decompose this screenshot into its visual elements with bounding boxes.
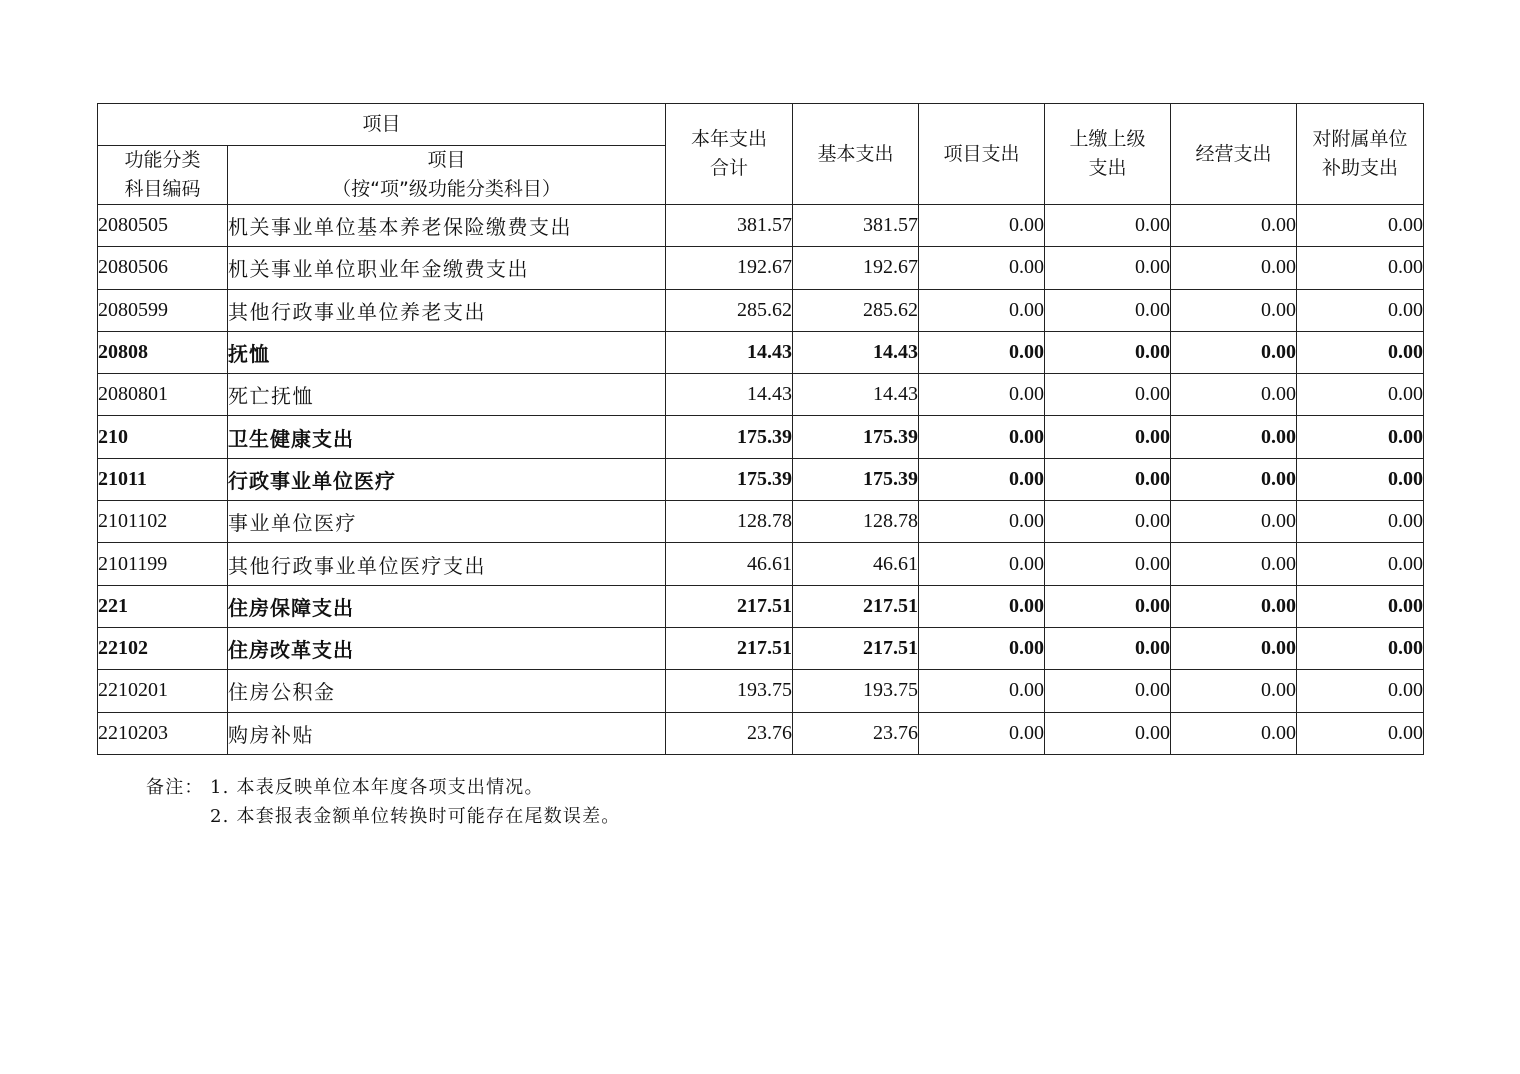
- cell-project: 0.00: [919, 458, 1045, 500]
- cell-code: 210: [98, 416, 228, 458]
- cell-business: 0.00: [1171, 205, 1297, 247]
- cell-code: 2101199: [98, 543, 228, 585]
- cell-total: 192.67: [666, 247, 793, 289]
- cell-project: 0.00: [919, 712, 1045, 754]
- cell-business: 0.00: [1171, 670, 1297, 712]
- cell-subsidy: 0.00: [1297, 289, 1424, 331]
- cell-name: 机关事业单位职业年金缴费支出: [228, 247, 666, 289]
- cell-basic: 175.39: [793, 416, 919, 458]
- cell-upper: 0.00: [1045, 670, 1171, 712]
- cell-upper: 0.00: [1045, 712, 1171, 754]
- cell-project: 0.00: [919, 627, 1045, 669]
- table-row: [98, 374, 1424, 416]
- cell-upper: 0.00: [1045, 585, 1171, 627]
- cell-upper: 0.00: [1045, 543, 1171, 585]
- table-row: [98, 205, 1424, 247]
- table-row: [98, 458, 1424, 500]
- notes: [146, 773, 621, 831]
- cell-upper: 0.00: [1045, 205, 1171, 247]
- cell-total: 14.43: [666, 331, 793, 373]
- cell-subsidy: 0.00: [1297, 205, 1424, 247]
- expenditure-table: [97, 103, 1424, 755]
- cell-code: 21011: [98, 458, 228, 500]
- cell-project: 0.00: [919, 289, 1045, 331]
- table-row: [98, 416, 1424, 458]
- cell-business: 0.00: [1171, 712, 1297, 754]
- notes-label: 备注：: [146, 777, 204, 798]
- cell-subsidy: 0.00: [1297, 331, 1424, 373]
- cell-basic: 14.43: [793, 374, 919, 416]
- cell-code: 2210203: [98, 712, 228, 754]
- table-header: [98, 104, 1424, 205]
- cell-basic: 14.43: [793, 331, 919, 373]
- cell-name: 住房公积金: [228, 670, 666, 712]
- note-row: [146, 802, 621, 831]
- cell-total: 175.39: [666, 416, 793, 458]
- cell-basic: 46.61: [793, 543, 919, 585]
- cell-subsidy: 0.00: [1297, 247, 1424, 289]
- cell-project: 0.00: [919, 331, 1045, 373]
- cell-business: 0.00: [1171, 247, 1297, 289]
- cell-total: 14.43: [666, 374, 793, 416]
- cell-name: 其他行政事业单位养老支出: [228, 289, 666, 331]
- cell-upper: 0.00: [1045, 289, 1171, 331]
- cell-name: 行政事业单位医疗: [228, 458, 666, 500]
- cell-total: 285.62: [666, 289, 793, 331]
- cell-project: 0.00: [919, 501, 1045, 543]
- cell-business: 0.00: [1171, 331, 1297, 373]
- cell-business: 0.00: [1171, 374, 1297, 416]
- table-row: [98, 712, 1424, 754]
- cell-business: 0.00: [1171, 458, 1297, 500]
- cell-upper: 0.00: [1045, 331, 1171, 373]
- header-project: 项目支出: [919, 104, 1045, 205]
- header-basic: 基本支出: [793, 104, 919, 205]
- cell-project: 0.00: [919, 543, 1045, 585]
- cell-project: 0.00: [919, 416, 1045, 458]
- cell-basic: 381.57: [793, 205, 919, 247]
- cell-total: 217.51: [666, 585, 793, 627]
- cell-basic: 128.78: [793, 501, 919, 543]
- cell-subsidy: 0.00: [1297, 374, 1424, 416]
- cell-project: 0.00: [919, 670, 1045, 712]
- cell-upper: 0.00: [1045, 416, 1171, 458]
- note-item: 1. 本表反映单位本年度各项支出情况。: [210, 777, 544, 798]
- header-name: 项目 （按“项”级功能分类科目）: [228, 146, 666, 205]
- cell-total: 128.78: [666, 501, 793, 543]
- cell-subsidy: 0.00: [1297, 501, 1424, 543]
- cell-code: 22102: [98, 627, 228, 669]
- cell-business: 0.00: [1171, 543, 1297, 585]
- header-upper: 上缴上级 支出: [1045, 104, 1171, 205]
- header-item-group: 项目: [98, 104, 666, 146]
- cell-upper: 0.00: [1045, 247, 1171, 289]
- cell-upper: 0.00: [1045, 501, 1171, 543]
- table-row: [98, 289, 1424, 331]
- cell-subsidy: 0.00: [1297, 543, 1424, 585]
- cell-subsidy: 0.00: [1297, 670, 1424, 712]
- cell-name: 购房补贴: [228, 712, 666, 754]
- table-body: [98, 205, 1424, 755]
- cell-business: 0.00: [1171, 289, 1297, 331]
- cell-project: 0.00: [919, 585, 1045, 627]
- header-total: 本年支出 合计: [666, 104, 793, 205]
- note-row: [146, 773, 621, 802]
- cell-business: 0.00: [1171, 416, 1297, 458]
- cell-name: 事业单位医疗: [228, 501, 666, 543]
- cell-name: 住房保障支出: [228, 585, 666, 627]
- cell-subsidy: 0.00: [1297, 458, 1424, 500]
- cell-code: 2101102: [98, 501, 228, 543]
- cell-total: 217.51: [666, 627, 793, 669]
- cell-code: 2080599: [98, 289, 228, 331]
- cell-basic: 192.67: [793, 247, 919, 289]
- cell-code: 2210201: [98, 670, 228, 712]
- cell-name: 其他行政事业单位医疗支出: [228, 543, 666, 585]
- table-row: [98, 627, 1424, 669]
- cell-basic: 193.75: [793, 670, 919, 712]
- cell-total: 46.61: [666, 543, 793, 585]
- cell-code: 2080506: [98, 247, 228, 289]
- cell-business: 0.00: [1171, 585, 1297, 627]
- cell-total: 193.75: [666, 670, 793, 712]
- cell-upper: 0.00: [1045, 458, 1171, 500]
- cell-basic: 285.62: [793, 289, 919, 331]
- cell-code: 2080505: [98, 205, 228, 247]
- cell-basic: 175.39: [793, 458, 919, 500]
- cell-upper: 0.00: [1045, 374, 1171, 416]
- cell-subsidy: 0.00: [1297, 712, 1424, 754]
- cell-code: 20808: [98, 331, 228, 373]
- table-row: [98, 670, 1424, 712]
- cell-project: 0.00: [919, 205, 1045, 247]
- header-business: 经营支出: [1171, 104, 1297, 205]
- cell-basic: 217.51: [793, 585, 919, 627]
- cell-name: 抚恤: [228, 331, 666, 373]
- cell-name: 住房改革支出: [228, 627, 666, 669]
- cell-total: 381.57: [666, 205, 793, 247]
- cell-code: 2080801: [98, 374, 228, 416]
- cell-project: 0.00: [919, 374, 1045, 416]
- cell-name: 机关事业单位基本养老保险缴费支出: [228, 205, 666, 247]
- cell-subsidy: 0.00: [1297, 585, 1424, 627]
- header-code: 功能分类 科目编码: [98, 146, 228, 205]
- cell-name: 卫生健康支出: [228, 416, 666, 458]
- table-row: [98, 543, 1424, 585]
- cell-upper: 0.00: [1045, 627, 1171, 669]
- cell-business: 0.00: [1171, 627, 1297, 669]
- cell-subsidy: 0.00: [1297, 416, 1424, 458]
- header-subsidy: 对附属单位 补助支出: [1297, 104, 1424, 205]
- cell-basic: 217.51: [793, 627, 919, 669]
- cell-project: 0.00: [919, 247, 1045, 289]
- cell-name: 死亡抚恤: [228, 374, 666, 416]
- table-row: [98, 585, 1424, 627]
- table-row: [98, 501, 1424, 543]
- cell-business: 0.00: [1171, 501, 1297, 543]
- cell-code: 221: [98, 585, 228, 627]
- cell-basic: 23.76: [793, 712, 919, 754]
- cell-subsidy: 0.00: [1297, 627, 1424, 669]
- table-row: [98, 331, 1424, 373]
- note-item: 2. 本套报表金额单位转换时可能存在尾数误差。: [210, 806, 621, 827]
- table-row: [98, 247, 1424, 289]
- cell-total: 23.76: [666, 712, 793, 754]
- cell-total: 175.39: [666, 458, 793, 500]
